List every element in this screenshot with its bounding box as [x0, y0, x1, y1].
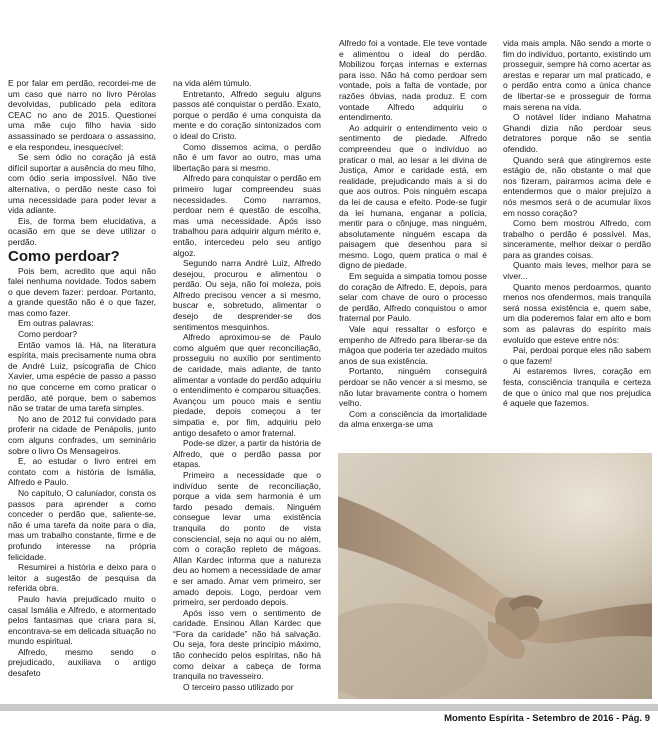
- col1-para2-1: Em outras palavras:: [18, 318, 94, 329]
- col1-para-1: Se sem ódio no coração já está difícil suportar a ausência do meu filho, com ódio seria impossível. Não tive alternativa, o perdão neste caso foi uma necessidade para poder levar a vida adiante.: [8, 152, 156, 216]
- col2-para-2: Como dissemos acima, o perdão não é um favor ao outro, mas uma libertação para si mesmo.: [173, 141, 321, 173]
- col4-para-4: Quanto mais leves, melhor para se viver...: [503, 260, 651, 282]
- col2-para-0: na vida além túmulo.: [173, 78, 252, 88]
- column-3: [339, 38, 487, 430]
- col1-para2-8: Paulo havia prejudicado muito o casal Ismália e Alfredo, e atormentado pelos fantasmas que criara para si, encontrava-se em delicada situação no mundo espiritual.: [8, 593, 156, 647]
- col2-para-6: Pode-se dizer, a partir da história de Alfredo, que o perdão passa por etapas.: [173, 438, 321, 470]
- column-1: [8, 78, 156, 679]
- col3-para-2: Em seguida a simpatia tomou posse do coração de Alfredo. E, depois, para selar com chave de ouro o processo de perdão, Alfredo conquistou o amor fraternal por Paulo.: [339, 271, 487, 324]
- page-footer: Momento Espírita - Setembro de 2016 - Pág. 9: [444, 713, 650, 724]
- col4-para-6: Pai, perdoai porque eles não sabem o que fazem!: [503, 345, 651, 366]
- col1-para2-6: No capítulo, O caluniador, consta os passos para aprender a como conceder o perdão que, saliente-se, não é uma tarefa da noite para o dia, mas um trabalho constante, firme e de profundo interesse na própria felicidade.: [8, 487, 156, 562]
- col2-para-9: O terceiro passo utilizado por: [183, 681, 294, 692]
- col1-para2-5: E, ao estudar o livro entrei em contato com a história de Ismália, Alfredo e Paulo.: [8, 456, 156, 488]
- column-4: [503, 38, 651, 409]
- col4-para-5: Quanto menos perdoarmos, quanto menos nos ofendermos, mais tranquila será nossa existência e, quem sabe, um dia poderemos falar em alto e bom som as palavras do espírito mais evoluído que esteve entre nós:: [503, 281, 651, 345]
- col4-para-1: O notável líder indiano Mahatma Ghandi dizia não perdoar seus detratores porque não se sentia ofendido.: [503, 112, 651, 154]
- col1-para2-0: Pois bem, acredito que aqui não falei nenhuma novidade. Todos sabem o que devem fazer: perdoar. Portanto, a grande questão não é o que fazer, mas como fazer.: [8, 265, 156, 318]
- col1-para2-3: Então vamos lá. Há, na literatura espírita, mais precisamente numa obra de André Luiz, psicografia de Chico Xavier, uma espécie de passo a passo no que concerne em como praticar o perdão, até porque, bem o sabemos não se tratar de uma tarefa simples.: [8, 339, 156, 414]
- col1-para2-4: No ano de 2012 fui convidado para proferir na cidade de Penápolis, junto com alguns confrades, um seminário sobre o livro Os Mensageiros.: [8, 413, 156, 456]
- col1-para-0: E por falar em perdão, recordei-me de um caso que narro no livro Pérolas devolvidas, publicado pela editora CEAC no ano de 2015. Questionei uma mãe cujo filho havia sido assassinado se perdoara o assassino, e ela respondeu, inesquecível:: [8, 78, 156, 152]
- col2-para-4: Segundo narra André Luiz, Alfredo desejou, procurou e alimentou o perdão. Ou seja, não foi moleza, pois Alfredo precisou vencer a si mesmo, buscar e, sobretudo, alimentar o desejo de desprender-se dos sentimentos mesquinhos.: [173, 258, 321, 332]
- col3-para-0: Alfredo foi a vontade. Ele teve vontade e alimentou o ideal do perdão. Mobilizou forças internas e externas para isso. Não há como perdoar sem vontade, pois a falta de vontade, por razões óbvias, nada produz. E com vontade Alfredo adquiriu o entendimento.: [339, 38, 487, 123]
- col4-para-7: Ai estaremos livres, coração em festa, consciência tranquila e certeza de que o único mal que nos prejudica é aquele que fazemos.: [503, 366, 651, 409]
- col3-para-3: Vale aqui ressaltar o esforço e empenho de Alfredo para liberar-se da mágoa que poderia ter azedado muitos anos de sua existência.: [339, 324, 487, 366]
- footer-band: [0, 704, 658, 711]
- col1-para2-9: Alfredo, mesmo sendo o prejudicado, auxiliava o antigo desafeto: [8, 646, 156, 679]
- col1-para2-2: Como perdoar?: [18, 329, 78, 340]
- holding-hands-illustration: [338, 453, 652, 699]
- holding-hands-photo: [338, 453, 652, 699]
- col2-para-7: Primeiro a necessidade que o indivíduo sente de reconciliação, porque a vida sem harmonia é um fardo pesado demais. Ninguém consegue levar uma existência tranquila do ponto de vista consciencial, seja no aqui ou no além, com o coração repleto de mágoas. Allan Kardec informa que a natureza deu ao homem a necessidade de amar e ser amado. Amar vem primeiro, ser amado depois. Logo, perdoar vem primeiro, ser perdoado depois.: [173, 469, 321, 608]
- col1-para-2: Eis, de forma bem elucidativa, a ocasião em que se deve utilizar o perdão.: [8, 215, 156, 247]
- col2-para-5: Alfredo aproximou-se de Paulo como alguém que quer reconciliação, prosseguiu no auxílio por sentimento de caridade, mais adiante, de tanto alimentar a vontade do perdão adquiriu o entendimento e comparou situações. Avançou um pouco mais e sentiu piedade, depois começou a ter simpatia e, por fim, adquiriu pelo antigo desafeto o amor fraternal.: [173, 332, 321, 438]
- col2-para-1: Entretanto, Alfredo seguiu alguns passos até conquistar o perdão. Exato, porque o perdão é uma conquista da mente e do coração sintonizados com o ideal do Cristo.: [173, 88, 321, 141]
- section-heading: Como perdoar?: [8, 247, 120, 265]
- col4-para-0: vida mais ampla. Não sendo a morte o fim do indivíduo, portanto, existindo um prosseguir, sempre há como acertar as arestas e reparar um mal praticado, e o perdão entra como a única chance de libertar-se e prosseguir de forma mais serena na vida.: [503, 38, 651, 112]
- col4-para-2: Quando será que atingiremos este estágio de, não obstante o mal que nos fizeram, pairarmos acima dele e entendermos que o maior prejuízo a nós mesmos será o de acumular lixos em nosso coração?: [503, 154, 651, 218]
- col2-para-8: Após isso vem o sentimento de caridade. Ensinou Allan Kardec que “Fora da caridade” não há salvação. Ou seja, fora deste princípio máximo, tão conhecido pelos espíritas, não há como deixar a cabeça de forma tranquila no travesseiro.: [173, 607, 321, 682]
- col4-para-3: Como bem mostrou Alfredo, com trabalho o perdão é possível. Mas, sinceramente, melhor deixar o perdão para as grandes coisas.: [503, 218, 651, 260]
- col3-para-1: Ao adquirir o entendimento veio o sentimento de piedade. Alfredo compreendeu que o indivíduo ao praticar o mal, ao lesar a lei divina de Justiça, Amor e caridade está, em realidade, prejudicando mais a si do que aos outros. Pois ninguém escapa da lei de causa e efeito. Pode-se fugir da lei humana, enganar a polícia, mentir para o cônjuge, mas ninguém, absolutamente ninguém escapa da paisagem que desenhou para si mesmo. Logo, quem pratica o mal é digno de piedade.: [339, 122, 487, 271]
- col2-para-3: Alfredo para conquistar o perdão em primeiro lugar compreendeu suas necessidades. Como narramos, perdoar nem é questão de escolha, mas uma necessidade. Após isso trabalhou para adquirir algum mérito e, então, intercedeu pelo seu antigo algoz.: [173, 173, 321, 258]
- column-2: [173, 78, 321, 692]
- col3-para-4: Portanto, ninguém conseguirá perdoar se não vencer a si mesmo, se não lutar bravamente contra o homem velho.: [339, 366, 487, 409]
- col3-para-5: Com a consciência da imortalidade da alma enxerga-se uma: [339, 408, 487, 430]
- col1-para2-7: Resumirei a história e deixo para o leitor a sugestão de pesquisa da referida obra.: [8, 562, 156, 594]
